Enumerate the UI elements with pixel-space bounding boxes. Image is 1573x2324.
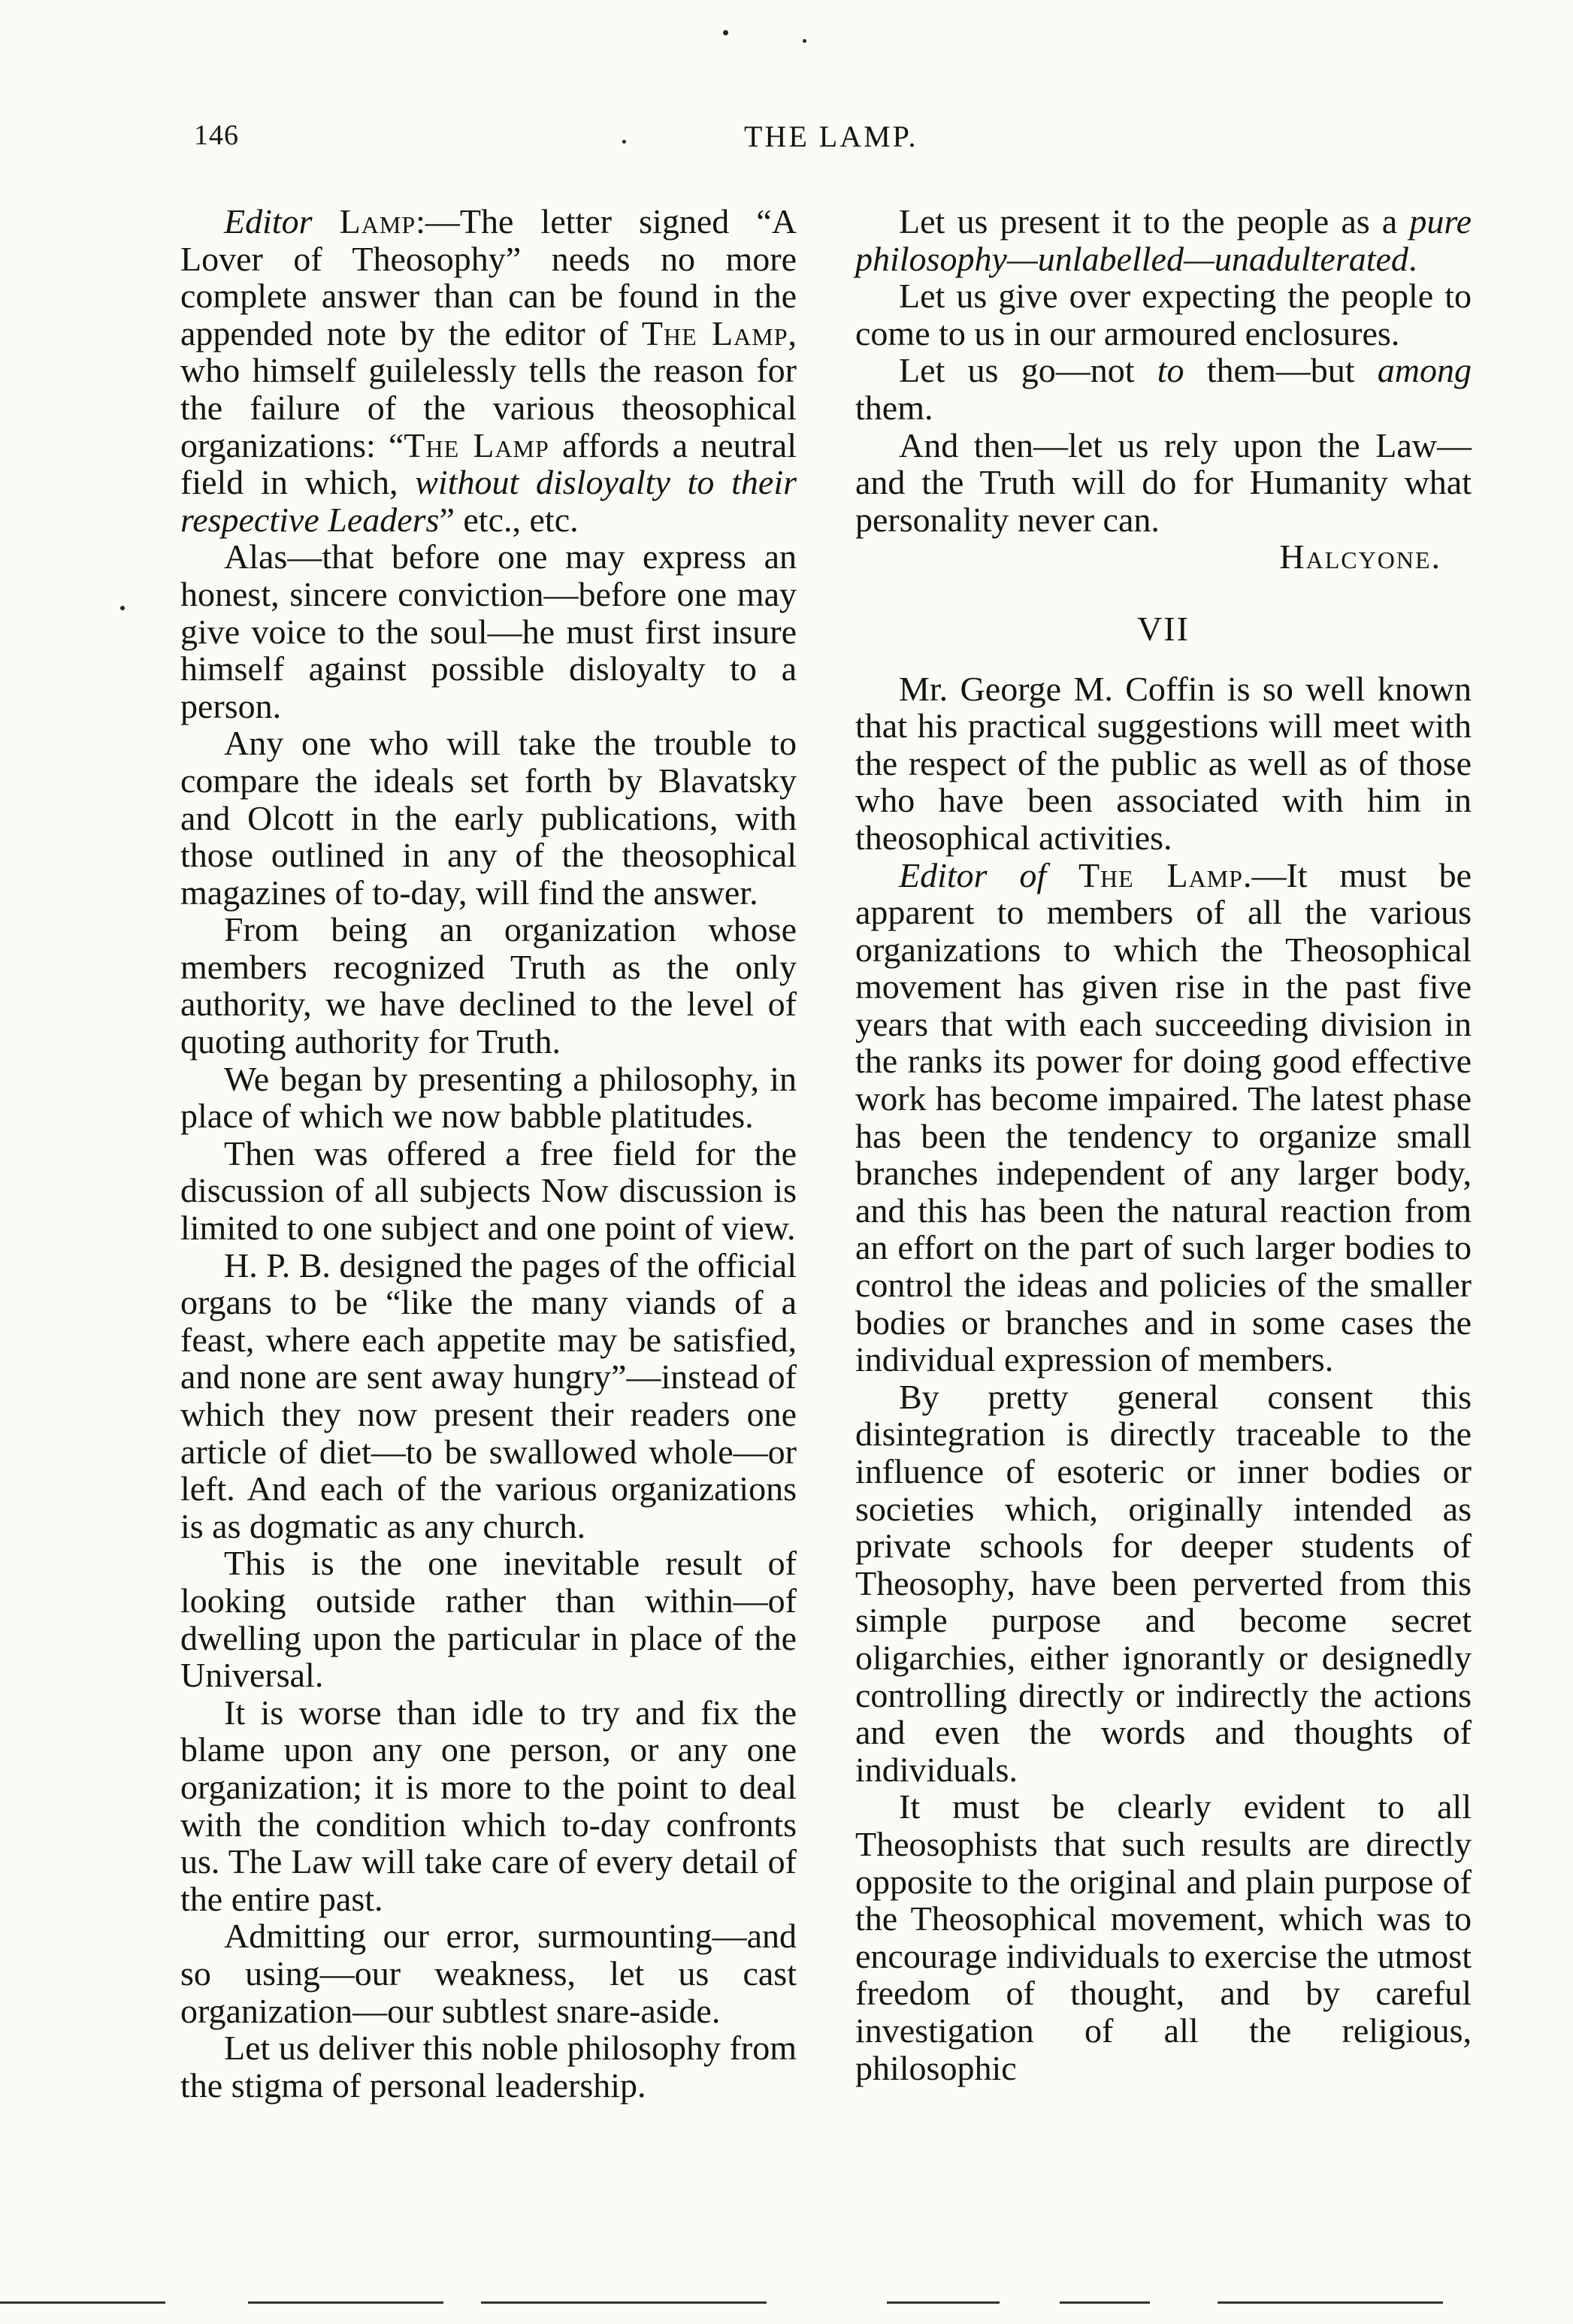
text-segment: .—It must be apparent to members of all the various organizations to which the Theosophical movement has given rise in the past five years that with each succeeding division in the ranks its power for doing good effective work has become impaired. The latest phase has been the tendency to organize small branches independent of any larger body, and this has been the natural reaction from an effort on the part of such larger bodies to control the ideas and policies of the smaller bodies or branches and in some cases the individual expression of members.: [855, 855, 1472, 1379]
scan-speck: [723, 30, 728, 35]
text-segment: Let us go—not: [899, 351, 1157, 390]
footer-rule: [248, 2301, 443, 2304]
paragraph: It is worse than idle to try and fix the blame upon any one person, or any one organization; it is more to the point to deal with the condition which to-day confronts us. The Law will take care of every detail of the entire past.: [180, 1693, 797, 1918]
text-segment: affords a neutral field in which,: [180, 425, 797, 502]
paragraph: This is the one inevitable result of looking outside rather than within—of dwelling upon the particular in place of the Universal.: [180, 1544, 797, 1695]
right-column: [855, 203, 1472, 2086]
page-number: 146: [194, 120, 239, 151]
paragraph: And then—let us rely upon the Law—and the Truth will do for Humanity what personality never can.: [855, 425, 1472, 539]
footer-rule: [0, 2301, 165, 2304]
text-segment: them.: [855, 388, 933, 427]
paragraph: Then was offered a free field for the discussion of all subjects Now discussion is limited to one subject and one point of view.: [180, 1133, 797, 1248]
paragraph: H. P. B. designed the pages of the official organs to be “like the many viands of a feast, where each appetite may be satisfied, and none are sent away hungry”—instead of which they now present their readers one article of diet—to be swallowed whole—or left. And each of the various organizations is as dogmatic as any church.: [180, 1245, 797, 1545]
text-segment: , who himself guilelessly tells the reason for the failure of the various theosophical organizations: “: [180, 313, 797, 464]
footer-rule: [887, 2301, 1000, 2304]
footer-rule: [1060, 2301, 1150, 2304]
paragraph: Let us give over expecting the people to come to us in our armoured enclosures.: [855, 277, 1472, 353]
text-segment: Let us present it to the people as a: [899, 202, 1410, 241]
paragraph: Mr. George M. Coffin is so well known that his practical suggestions will meet with the respect of the public as well as of those who have been associated with him in theosophical activities.: [855, 669, 1472, 857]
footer-rule: [1218, 2301, 1443, 2304]
paragraph: Let us deliver this noble philosophy from the stigma of personal leadership.: [180, 2029, 797, 2105]
editor-label: Editor: [224, 202, 313, 241]
paragraph: From being an organization whose members recognized Truth as the only authority, we have declined to the level of quoting authority for Truth.: [180, 910, 797, 1061]
paragraph: Any one who will take the trouble to compare the ideals set forth by Blavatsky and Olcott in the early publications, with those outlined in any of the theosophical magazines of to-day, will find the answer.: [180, 724, 797, 912]
text-segment: them—but: [1184, 351, 1378, 390]
text-segment: :—The letter signed “A Lover of Theosophy” needs no more complete answer than can be found in the appended note by the editor of: [180, 202, 797, 353]
italic-quote: without disloyalty to their respective Leaders: [180, 463, 797, 539]
paragraph-editor-letter: [180, 203, 797, 538]
left-column: [180, 203, 797, 2104]
lamp-label: Lamp: [339, 202, 416, 241]
scan-speck: [803, 39, 806, 43]
paragraph-editor-letter: [855, 857, 1472, 1378]
paragraph: Alas—that before one may express an honest, sincere conviction—before one may give voice to the soul—he must first insure himself against possible disloyalty to a person.: [180, 537, 797, 725]
paragraph: It must be clearly evident to all Theosophists that such results are directly opposite to the original and plain purpose of the Theosophical movement, which was to encourage individuals to exercise the utmost freedom of thought, and by careful investigation of all the religious, philosophic: [855, 1787, 1472, 2087]
text-segment: ” etc., etc.: [439, 500, 579, 539]
paragraph: By pretty general consent this disintegration is directly traceable to the influence of esoteric or inner bodies or societies which, originally intended as private schools for deeper students of Theosophy, have been perverted from this simple purpose and become secret oligarchies, either ignorantly or designedly controlling directly or indirectly the actions and even the words and thoughts of individuals.: [855, 1377, 1472, 1789]
running-title: THE LAMP.: [744, 120, 918, 153]
italic-phrase: pure philosophy—unlabelled—unadulterated: [855, 202, 1472, 278]
scan-speck: [120, 606, 125, 610]
italic-word: among: [1377, 351, 1472, 390]
the-lamp-label: The Lamp: [641, 313, 788, 353]
scan-speck: [622, 140, 626, 144]
signature: Halcyone.: [1279, 537, 1441, 576]
the-lamp-label: The Lamp: [1078, 855, 1243, 894]
paragraph: We began by presenting a philosophy, in place of which we now babble platitudes.: [180, 1059, 797, 1136]
paragraph: [855, 203, 1472, 277]
paragraph: [855, 352, 1472, 426]
italic-word: to: [1157, 351, 1184, 390]
editor-label: Editor of: [899, 855, 1047, 894]
section-number: VII: [1137, 609, 1190, 648]
footer-rule: [481, 2301, 767, 2304]
paragraph: Admitting our error, surmounting—and so using—our weakness, let us cast organization—our subtlest snare-aside.: [180, 1917, 797, 2030]
text-segment: .: [1408, 239, 1417, 278]
the-lamp-label: The Lamp: [404, 425, 549, 464]
